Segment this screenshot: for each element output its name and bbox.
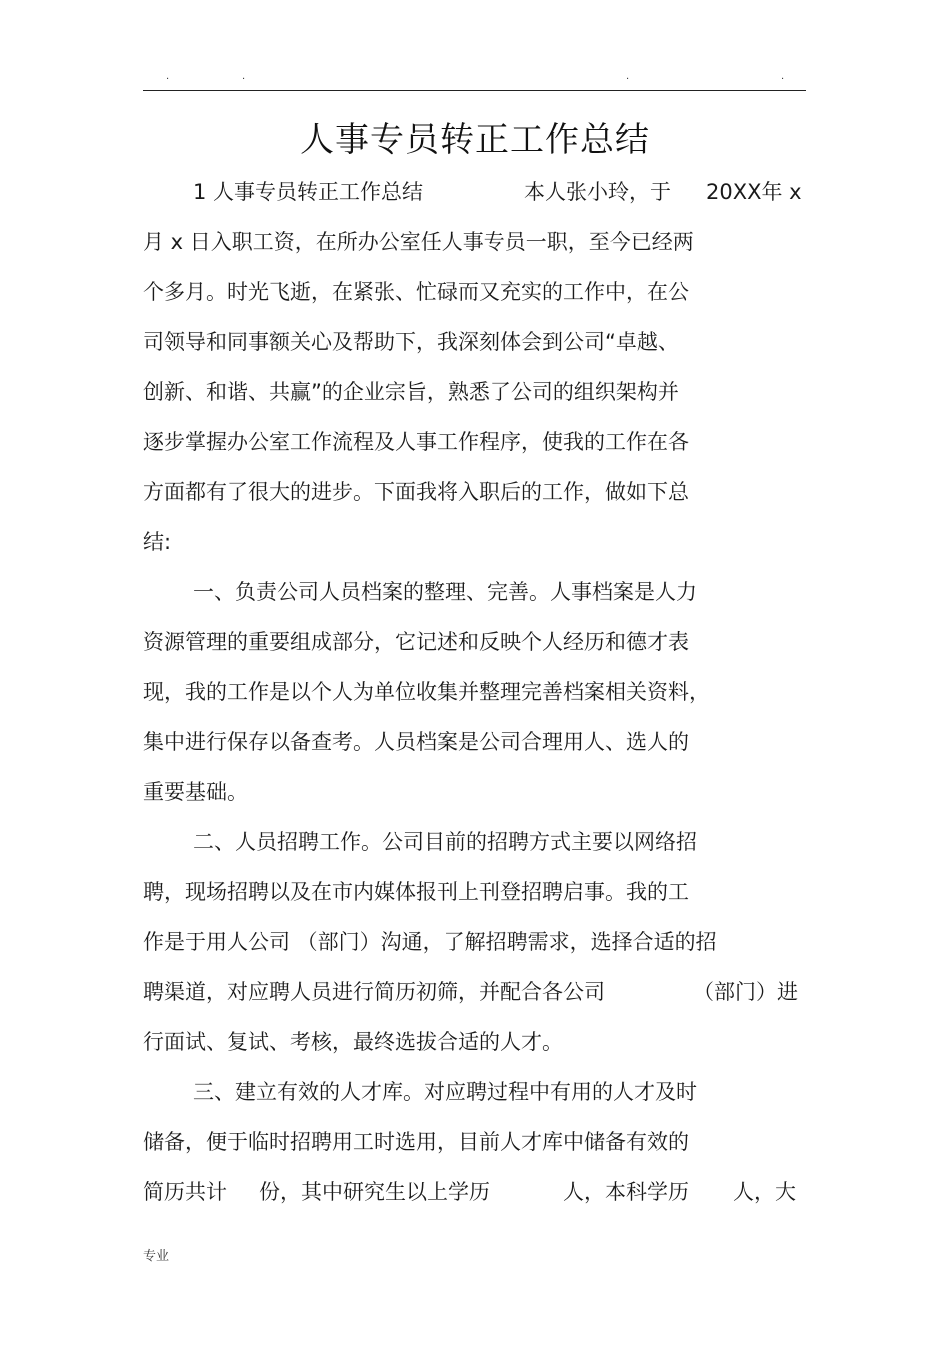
recruit-channel-left: 聘渠道，对应聘人员进行简历初筛，并配合各公司 — [143, 980, 605, 1004]
body-line: 方面都有了很大的进步。下面我将入职后的工作，做如下总 — [143, 480, 689, 504]
body-line: 储备，便于临时招聘用工时选用，目前人才库中储备有效的 — [143, 1130, 689, 1154]
footer-label: 专业 — [143, 1249, 170, 1264]
first-line-middle: 本人张小玲，于 — [524, 180, 671, 204]
paragraph-start: 三、建立有效的人才库。对应聘过程中有用的人才及时 — [193, 1080, 697, 1104]
first-line-right: 20XX年 x — [706, 180, 802, 204]
body-line: 逐步掌握办公室工作流程及人事工作程序，使我的工作在各 — [143, 430, 689, 454]
paragraph-start: 一、负责公司人员档案的整理、完善。人事档案是人力 — [193, 580, 697, 604]
resume-count-part1: 简历共计 — [143, 1180, 227, 1204]
header-dot: . — [242, 71, 246, 82]
first-line-left: 1 人事专员转正工作总结 — [193, 180, 424, 204]
body-line: 行面试、复试、考核，最终选拔合适的人才。 — [143, 1030, 563, 1054]
body-line: 司领导和同事额关心及帮助下，我深刻体会到公司“卓越、 — [143, 330, 679, 354]
resume-count-part4: 人，大 — [733, 1180, 796, 1204]
header-dot: . — [781, 71, 785, 82]
body-line: 聘，现场招聘以及在市内媒体报刊上刊登招聘启事。我的工 — [143, 880, 689, 904]
body-line: 月 x 日入职工资，在所办公室任人事专员一职，至今已经两 — [143, 230, 694, 254]
body-line: 创新、和谐、共赢”的企业宗旨，熟悉了公司的组织架构并 — [143, 380, 679, 404]
recruit-channel-right: （部门）进 — [693, 980, 798, 1004]
header-rule — [143, 90, 806, 91]
body-line: 现，我的工作是以个人为单位收集并整理完善档案相关资料， — [143, 680, 710, 704]
header-dot: . — [626, 71, 630, 82]
body-line: 个多月。时光飞逝，在紧张、忙碌而又充实的工作中，在公 — [143, 280, 689, 304]
body-line: 作是于用人公司 （部门）沟通，了解招聘需求，选择合适的招 — [143, 930, 717, 954]
document-title: 人事专员转正工作总结 — [300, 120, 650, 160]
resume-count-part2: 份，其中研究生以上学历 — [259, 1180, 490, 1204]
body-line: 集中进行保存以备查考。人员档案是公司合理用人、选人的 — [143, 730, 689, 754]
body-line: 资源管理的重要组成部分，它记述和反映个人经历和德才表 — [143, 630, 689, 654]
paragraph-start: 二、人员招聘工作。公司目前的招聘方式主要以网络招 — [193, 830, 697, 854]
header-dots — [0, 72, 950, 86]
header-dot: . — [166, 71, 170, 82]
body-line: 结: — [143, 530, 172, 554]
body-line: 重要基础。 — [143, 780, 248, 804]
resume-count-part3: 人，本科学历 — [563, 1180, 689, 1204]
